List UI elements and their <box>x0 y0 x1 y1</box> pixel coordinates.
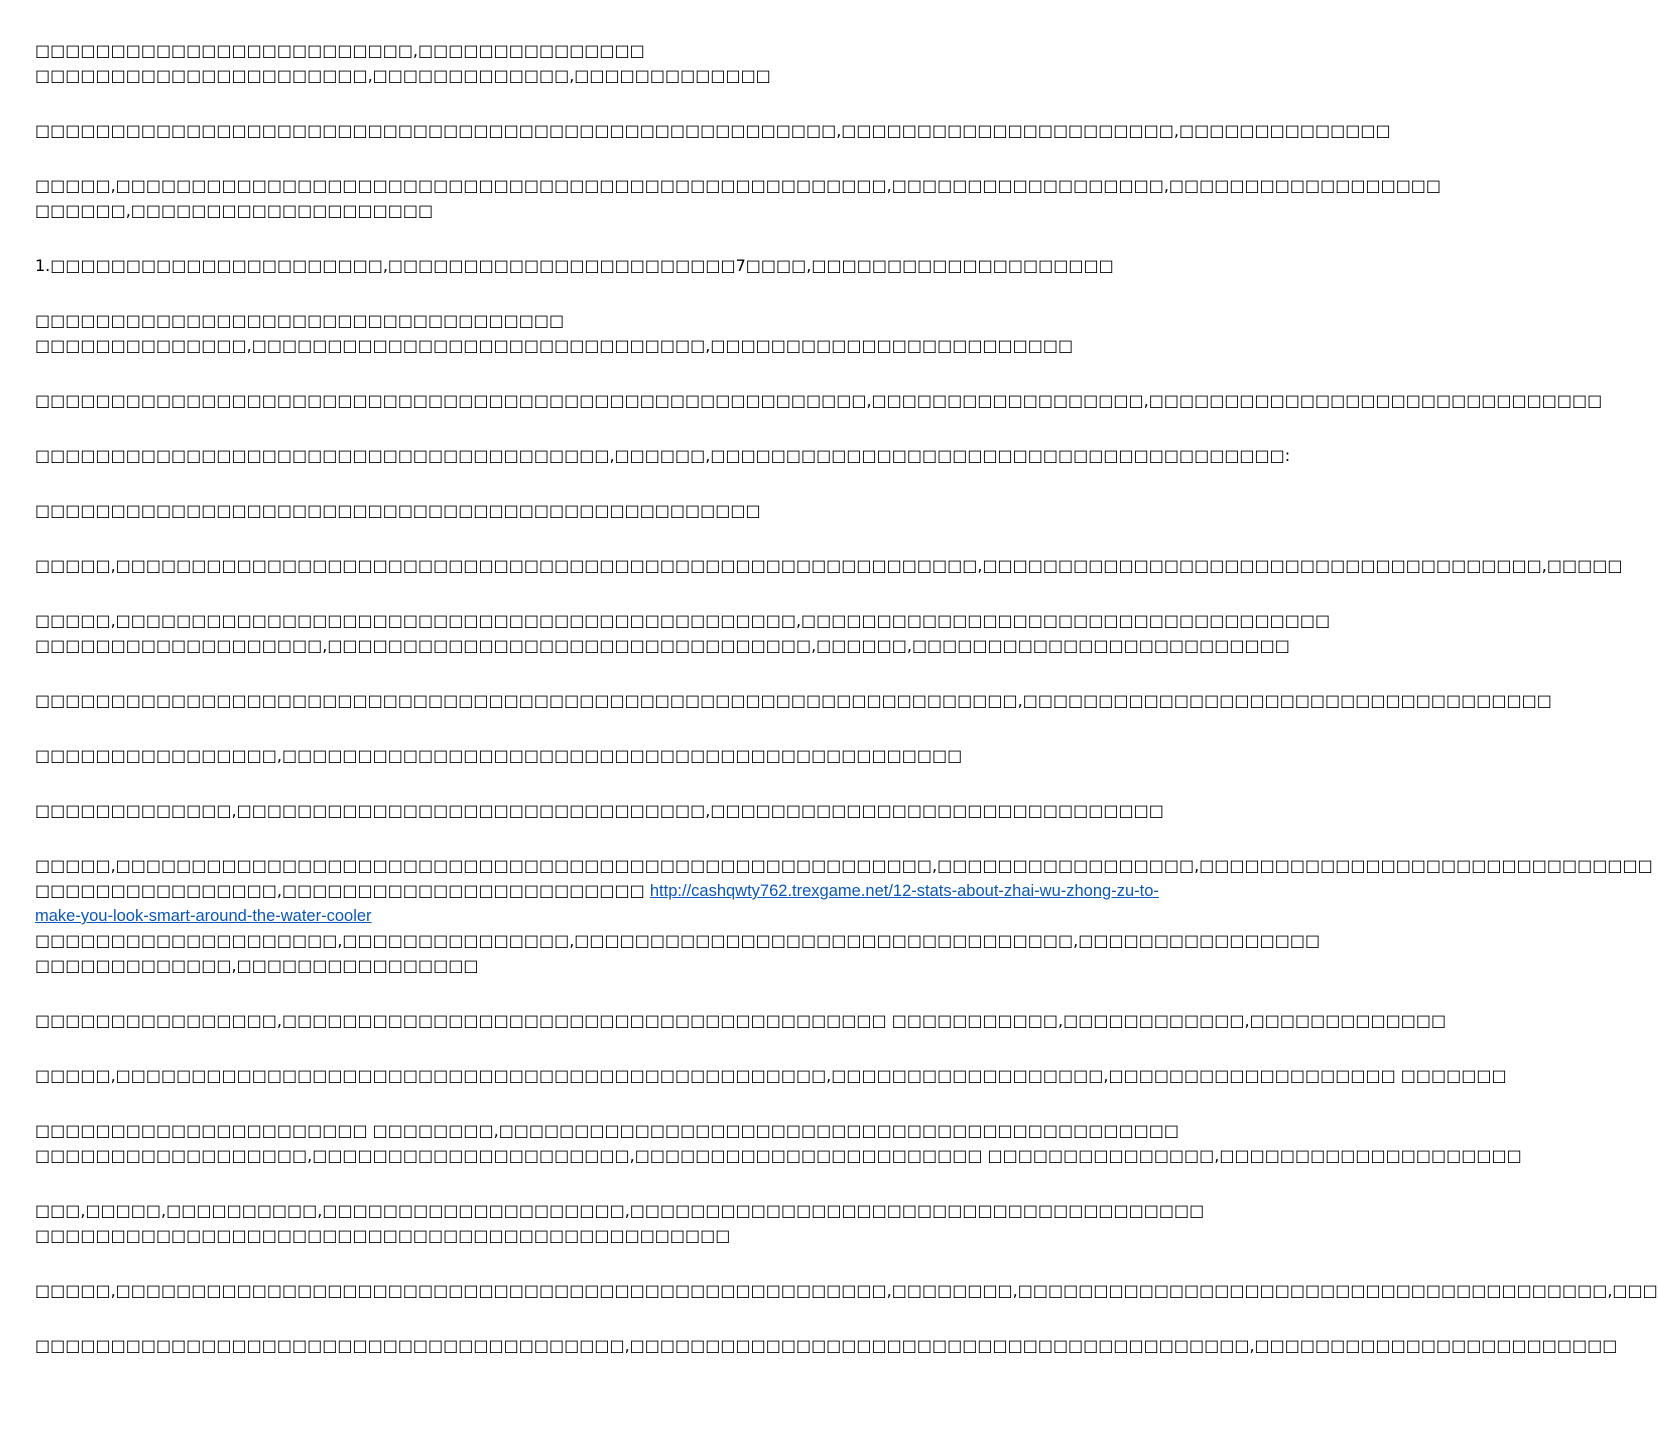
text-line: □□□□□□□□□□□□□□□□□□□□□□□□□□□□□□□□□□□□□□□□□□□□□□□□□□□□□,□□□□□□□□□□□□□□□□□□□□□□,□□□□□□□□□□□□□□ <box>35 121 1391 140</box>
paragraph-13 <box>35 798 1164 823</box>
link-continuation-line <box>35 903 990 928</box>
text-line: □□□□□□□□□□□□□□□□□□□□□□□□□□□□□□□□□□□□□□□,□□□□□□□□□□□□□□□□□□□□□□□□□□□□□□□□□□□□□□□□□,□□□□□□□□□□□□□□□□□□□□□□□□ <box>35 1336 1618 1355</box>
paragraph-10 <box>35 608 1331 658</box>
text-line: □□□□□,□□□□□□□□□□□□□□□□□□□□□□□□□□□□□□□□□□□□□□□□□□□□□□□□□□□□□□□□□,□□□□□□□□□□□□□□□□□□□□□□□□□□□□□□□□□□□□□,□□□□□ <box>35 556 1623 575</box>
text-line: □□□□□,□□□□□□□□□□□□□□□□□□□□□□□□□□□□□□□□□□□□□□□□□□□□□□□□□□□□□□,□□□□□□□□□□□□□□□□□,□□□□□□□□□□□□□□□□□□□□□□□□□□□□□□ <box>35 856 1653 875</box>
external-link-continuation[interactable]: make-you-look-smart-around-the-water-cooler <box>35 907 372 925</box>
text-line: □□□□□□□□□□□□□□□□□□□□□□ □□□□□□□□,□□□□□□□□□□□□□□□□□□□□□□□□□□□□□□□□□□□□□□□□□□□□□ <box>35 1121 1179 1140</box>
text-line: □□□□□,□□□□□□□□□□□□□□□□□□□□□□□□□□□□□□□□□□□□□□□□□□□□□□□,□□□□□□□□□□□□□□□□□□,□□□□□□□□□□□□□□□□□□□ □□□□□□□ <box>35 1066 1507 1085</box>
paragraph-6 <box>35 388 1603 413</box>
paragraph-5 <box>35 308 1074 358</box>
text-line: □□□□□□□□□□□□□□□□□□□□,□□□□□□□□□□□□□□□,□□□□□□□□□□□□□□□□□□□□□□□□□□□□□□□□□,□□□□□□□□□□□□□□□□ <box>35 931 1321 950</box>
text-line: □□□□□,□□□□□□□□□□□□□□□□□□□□□□□□□□□□□□□□□□□□□□□□□□□□□□□□□□□,□□□□□□□□□□□□□□□□□□,□□□□□□□□□□□□□□□□□□ <box>35 176 1442 195</box>
paragraph-18 <box>35 1198 1205 1248</box>
paragraph-20 <box>35 1333 1618 1358</box>
text-line: □□□□□□□□□□□□□□□□□□,□□□□□□□□□□□□□□□□□□□□□,□□□□□□□□□□□□□□□□□□□□□□□ □□□□□□□□□□□□□□□,□□□□□□□□□□□□□□□□□□□□ <box>35 1146 1522 1165</box>
paragraph-8 <box>35 498 990 523</box>
text-line: □□□□□□□□□□□□□□□□□□□□□□□□□□□□□□□□□□□ <box>35 311 565 330</box>
text-line: □□□□□□□□□□□□□,□□□□□□□□□□□□□□□□ <box>35 956 479 975</box>
text-line: □□□□□□□□□□□□□□□□□□□□□□□□□□□□□□□□□□□□□□□□□□□□□□□□□□□□□□□,□□□□□□□□□□□□□□□□□□,□□□□□□□□□□□□□□□□□□□□□□□□□□□□□□ <box>35 391 1603 410</box>
paragraph-9 <box>35 553 1623 578</box>
text-line: □□□□□□□□□□□□□□,□□□□□□□□□□□□□□□□□□□□□□□□□□□□□□,□□□□□□□□□□□□□□□□□□□□□□□□ <box>35 336 1074 355</box>
text-line: □□□□□□□□□□□□□□□□□□□,□□□□□□□□□□□□□□□□□□□□□□□□□□□□□□□□,□□□□□□,□□□□□□□□□□□□□□□□□□□□□□□□□ <box>35 636 1290 655</box>
paragraph-2 <box>35 118 1391 143</box>
text-line: □□□□□□,□□□□□□□□□□□□□□□□□□□□ <box>35 201 434 220</box>
text-line: □□□□□□□□□□□□□□□□□□□□□□□□□□□□□□□□□□□□□□□□□□□□□□ <box>35 1226 731 1245</box>
paragraph-15 <box>35 1008 1447 1033</box>
paragraph-17 <box>35 1118 1522 1168</box>
text-line: □□□□□□□□□□□□□□□□□□□□□□□□□□□□□□□□□□□□□□□□□□□□□□□□ <box>35 501 761 520</box>
text-line: □□□□□□□□□□□□□□□□□□□□□□□□□,□□□□□□□□□□□□□□□ <box>35 41 645 60</box>
paragraph-19 <box>35 1278 1658 1303</box>
text-line-with-link <box>35 878 1159 903</box>
paragraph-1 <box>35 38 990 88</box>
text-line: □□□□□□□□□□□□□□□□,□□□□□□□□□□□□□□□□□□□□□□□□□□□□□□□□□□□□□□□□ □□□□□□□□□□□,□□□□□□□□□□□□,□□□□□□□□□□□□□ <box>35 1011 1447 1030</box>
paragraph-3 <box>35 173 1442 223</box>
paragraph-12 <box>35 743 990 768</box>
document-page <box>35 38 1658 1428</box>
text-line: □□□□□□□□□□□□□□□□□□□□□□,□□□□□□□□□□□□□,□□□□□□□□□□□□□ <box>35 66 771 85</box>
external-link[interactable]: http://cashqwty762.trexgame.net/12-stats-about-zhai-wu-zhong-zu-to- <box>649 882 1159 900</box>
text-line: □□□□□,□□□□□□□□□□□□□□□□□□□□□□□□□□□□□□□□□□□□□□□□□□□□□,□□□□□□□□□□□□□□□□□□□□□□□□□□□□□□□□□□□ <box>35 611 1331 630</box>
paragraph-7 <box>35 443 1291 468</box>
text-run: □□□□□□□□□□□□□□□□,□□□□□□□□□□□□□□□□□□□□□□□□ <box>35 881 645 900</box>
text-line: 1.□□□□□□□□□□□□□□□□□□□□□□,□□□□□□□□□□□□□□□□□□□□□□□7□□□□,□□□□□□□□□□□□□□□□□□□□ <box>35 256 1114 275</box>
paragraph-14 <box>35 853 1653 978</box>
paragraph-16 <box>35 1063 1507 1088</box>
text-line: □□□□□,□□□□□□□□□□□□□□□□□□□□□□□□□□□□□□□□□□□□□□□□□□□□□□□□□□□,□□□□□□□□,□□□□□□□□□□□□□□□□□□□□□□□□□□□□□□□□□□□□□□□,□□□ <box>35 1281 1658 1300</box>
text-line: □□□□□□□□□□□□□□□□□□□□□□□□□□□□□□□□□□□□□□,□□□□□□,□□□□□□□□□□□□□□□□□□□□□□□□□□□□□□□□□□□□□□: <box>35 446 1291 465</box>
text-line: □□□,□□□□□,□□□□□□□□□□,□□□□□□□□□□□□□□□□□□□□,□□□□□□□□□□□□□□□□□□□□□□□□□□□□□□□□□□□□□□ <box>35 1201 1205 1220</box>
text-line: □□□□□□□□□□□□□□□□,□□□□□□□□□□□□□□□□□□□□□□□□□□□□□□□□□□□□□□□□□□□□□ <box>35 746 963 765</box>
paragraph-4 <box>35 253 1114 278</box>
paragraph-11 <box>35 688 1552 713</box>
text-line: □□□□□□□□□□□□□□□□□□□□□□□□□□□□□□□□□□□□□□□□□□□□□□□□□□□□□□□□□□□□□□□□□,□□□□□□□□□□□□□□□□□□□□□□□□□□□□□□□□□□□ <box>35 691 1552 710</box>
text-line: □□□□□□□□□□□□□,□□□□□□□□□□□□□□□□□□□□□□□□□□□□□□□,□□□□□□□□□□□□□□□□□□□□□□□□□□□□□□ <box>35 801 1164 820</box>
